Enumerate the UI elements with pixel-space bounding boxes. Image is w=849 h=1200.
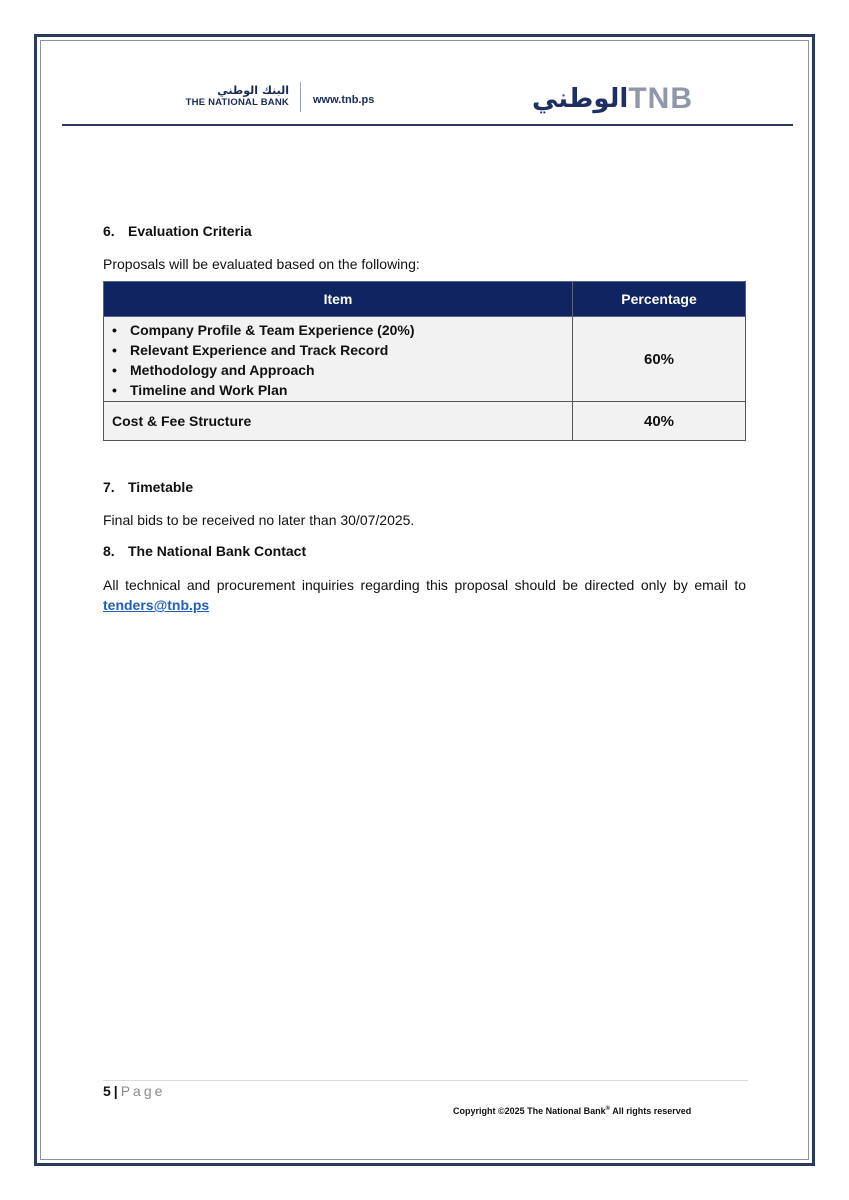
- contact-email-link[interactable]: tenders@tnb.ps: [103, 597, 210, 613]
- section-8-text: All technical and procurement inquiries regarding this proposal should be directed only by email to: [103, 577, 746, 593]
- page-header: [62, 78, 793, 126]
- page-number-value: 5: [103, 1083, 111, 1099]
- logo-arabic-text: الوطني: [531, 84, 629, 114]
- evaluation-table: [103, 281, 746, 441]
- table-header-row: [104, 282, 746, 317]
- table-row: [104, 317, 746, 402]
- bank-logo-small: [134, 84, 289, 109]
- list-item: • Timeline and Work Plan: [112, 380, 572, 400]
- section-6-number: 6.: [103, 223, 115, 239]
- column-header-item: Item: [104, 282, 573, 317]
- tnb-logo: [532, 78, 693, 116]
- percentage-cell: 60%: [573, 317, 746, 402]
- bank-name-english: THE NATIONAL BANK: [185, 97, 289, 108]
- section-7-heading: [103, 479, 193, 495]
- page-label: Page: [120, 1083, 166, 1099]
- section-6-title: Evaluation Criteria: [128, 223, 252, 239]
- list-item: • Company Profile & Team Experience (20%): [112, 320, 572, 340]
- section-6-heading: [103, 223, 252, 239]
- logo-tnb-text: TNB: [628, 82, 693, 115]
- criteria-list: [104, 317, 572, 401]
- registered-mark: ®: [605, 1106, 611, 1112]
- list-item: • Methodology and Approach: [112, 360, 572, 380]
- list-item: • Relevant Experience and Track Record: [112, 340, 572, 360]
- page-number: [103, 1083, 165, 1099]
- section-7-number: 7.: [103, 479, 115, 495]
- copyright-text: Copyright ©2025 The National Bank: [453, 1106, 606, 1116]
- criteria-list-cell: [104, 317, 573, 402]
- column-header-percentage: Percentage: [573, 282, 746, 317]
- section-8-heading: [103, 543, 306, 559]
- section-7-title: Timetable: [128, 479, 194, 495]
- table-row: [104, 402, 746, 441]
- website-link[interactable]: www.tnb.ps: [313, 94, 375, 106]
- bank-name-arabic: البنك الوطني: [217, 84, 289, 97]
- page-number-separator: |: [113, 1083, 118, 1099]
- footer-rule: [103, 1080, 748, 1081]
- cost-fee-cell: Cost & Fee Structure: [104, 402, 573, 441]
- rights-text: All rights reserved: [610, 1106, 692, 1116]
- contact-email-line: [103, 595, 209, 615]
- section-7-text: Final bids to be received no later than 30/07/2025.: [103, 512, 415, 528]
- section-8-title: The National Bank Contact: [128, 543, 307, 559]
- percentage-cell: 40%: [573, 402, 746, 441]
- header-divider: [300, 82, 301, 112]
- header-rule: [62, 124, 793, 126]
- section-6-intro: Proposals will be evaluated based on the following:: [103, 256, 420, 272]
- copyright-notice: [453, 1106, 691, 1116]
- section-8-number: 8.: [103, 543, 115, 559]
